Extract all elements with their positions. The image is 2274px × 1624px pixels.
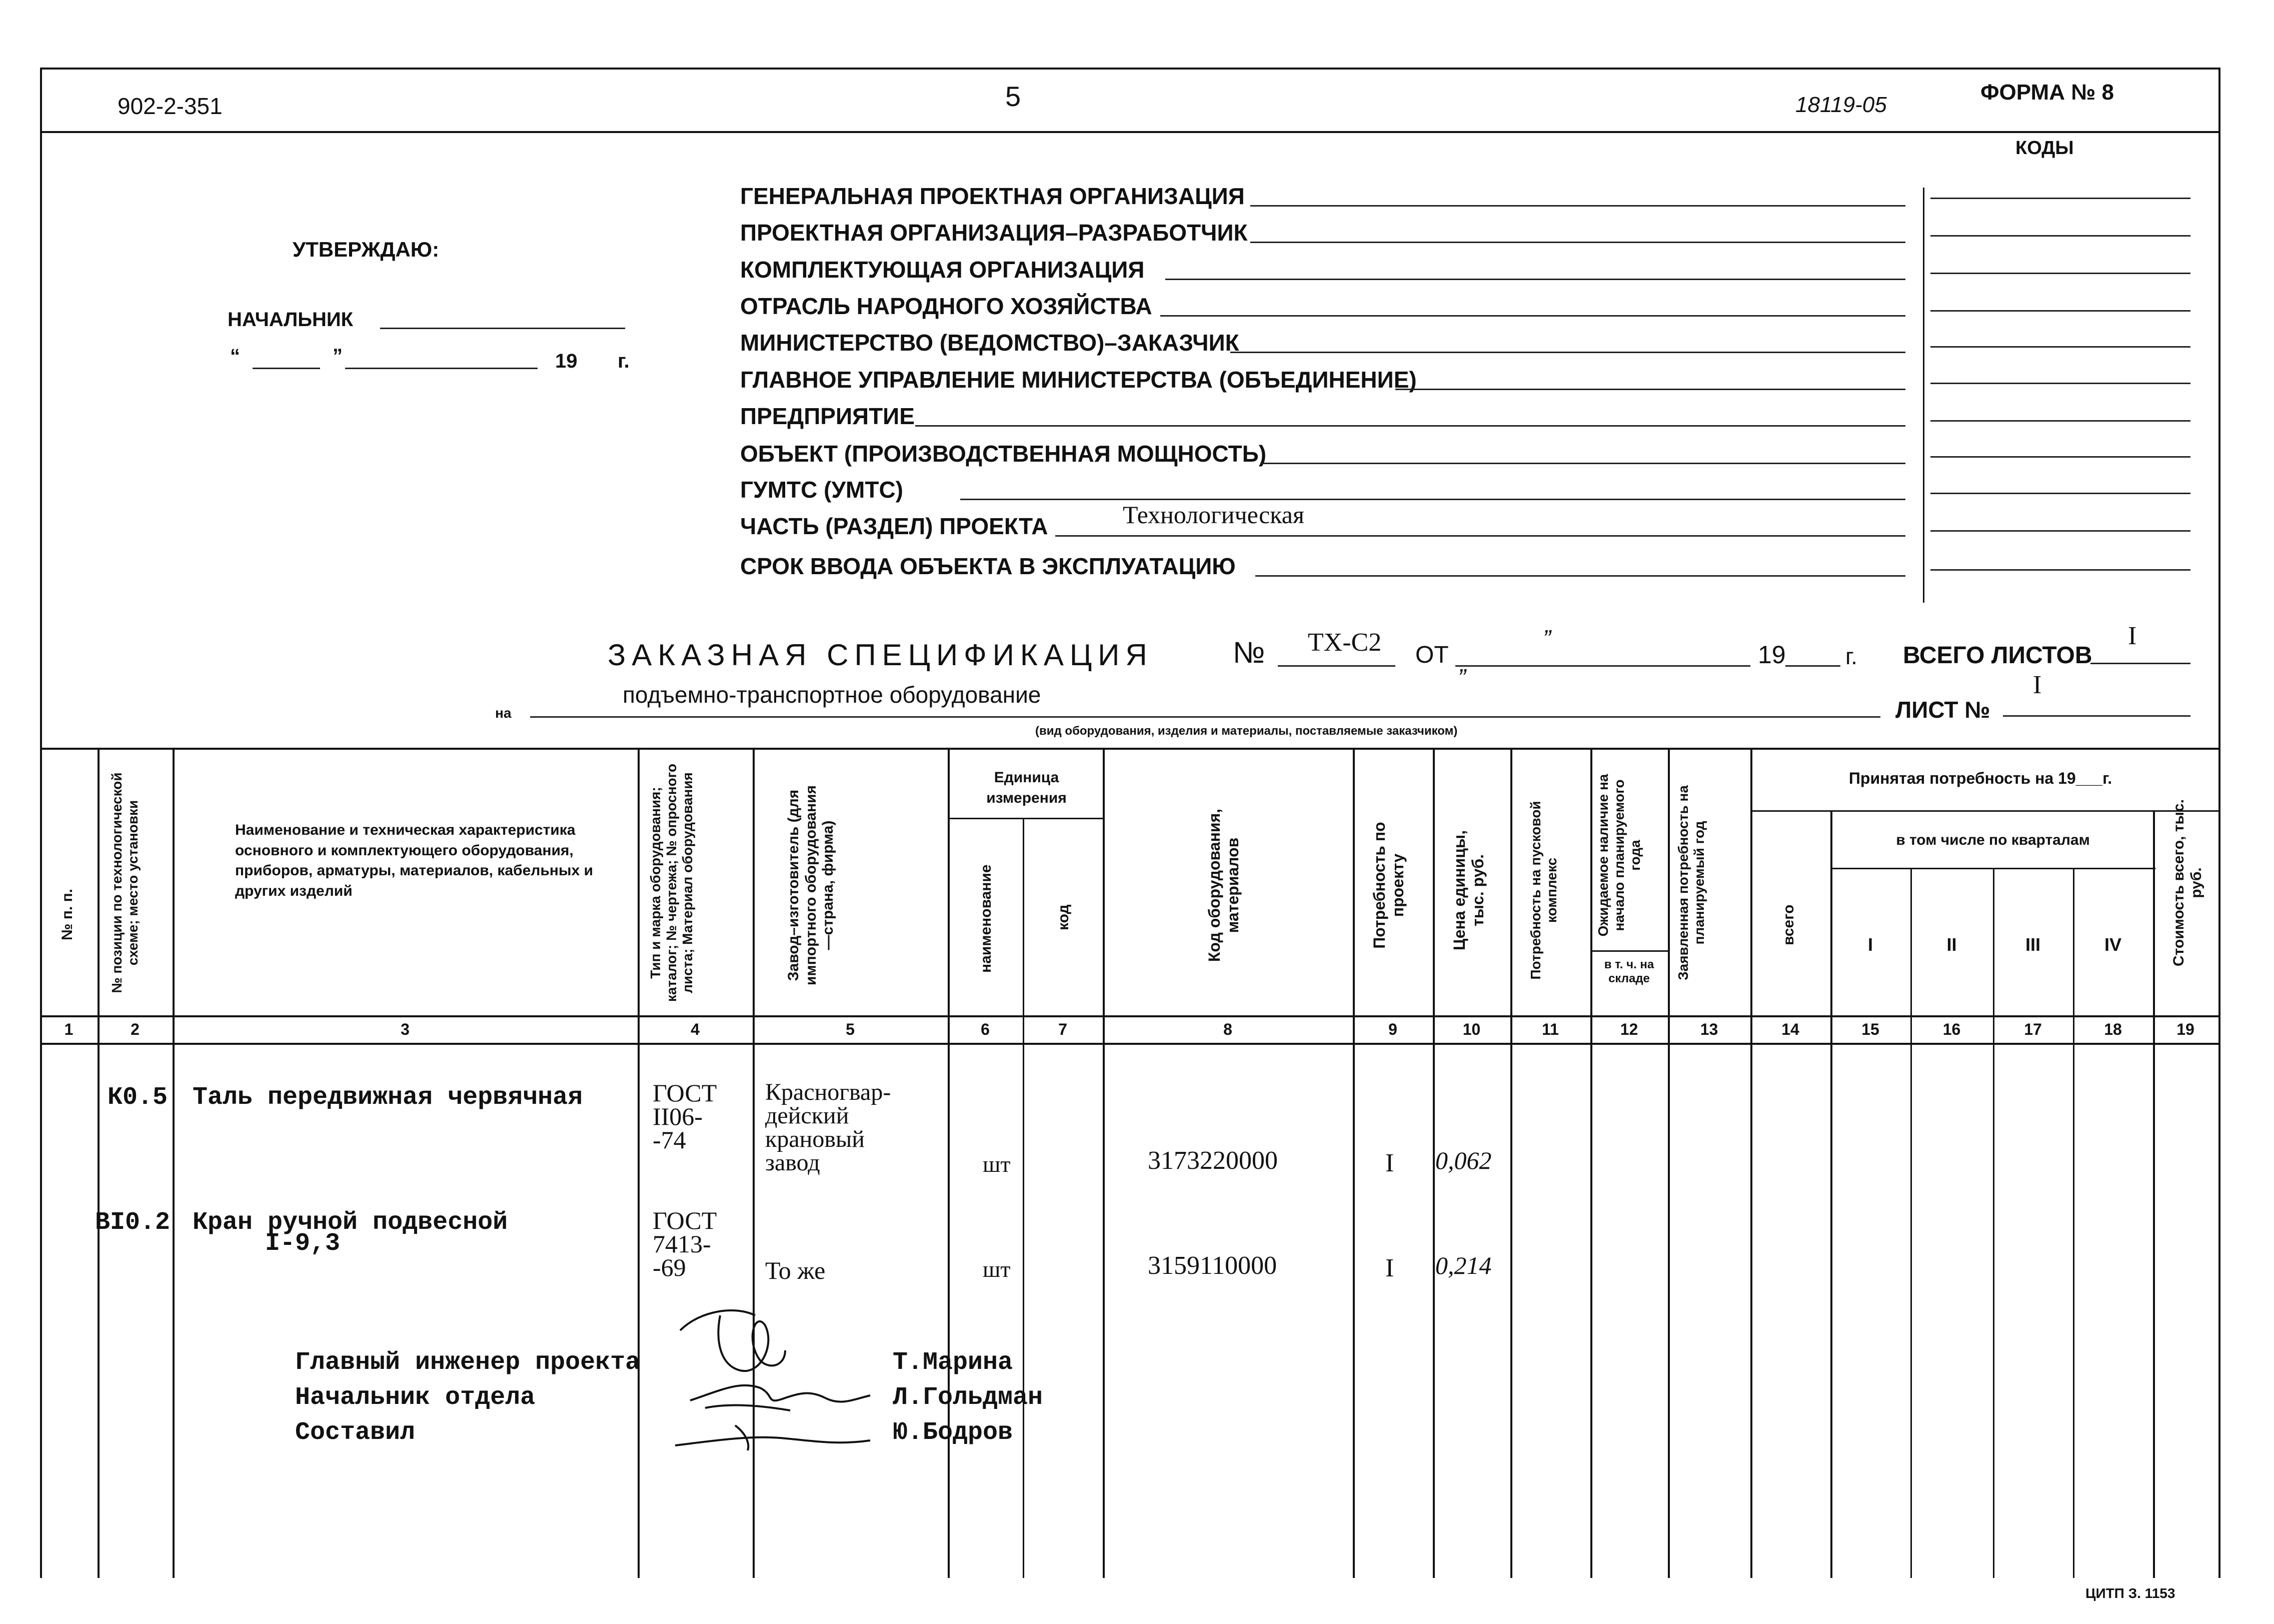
approve-label: УТВЕРЖДАЮ: xyxy=(293,238,440,261)
header-divider xyxy=(40,131,2220,133)
quote-open-icon: “ xyxy=(230,345,240,367)
org-field-part-line xyxy=(1055,535,1905,537)
stock-sub-line xyxy=(1590,950,1668,952)
row-name: Кран ручной подвесной xyxy=(193,1208,508,1237)
quarter-2-header: II xyxy=(1946,934,1957,955)
col-divider xyxy=(1750,748,1752,1578)
col-number: 13 xyxy=(1700,1020,1718,1038)
row-maker-line1: Красногвар- xyxy=(765,1079,891,1105)
chief-signature-line xyxy=(380,328,625,329)
col-divider xyxy=(638,748,640,1578)
row-maker-line3: крановый xyxy=(765,1126,865,1152)
org-field-part-code xyxy=(1930,530,2190,532)
org-field-general-code xyxy=(1930,198,2190,199)
col-header-9: Потребность по проекту xyxy=(1370,822,1407,949)
col-number: 9 xyxy=(1388,1020,1397,1038)
spec-subject-line xyxy=(530,716,1880,718)
row-name: Таль передвижная червячная xyxy=(193,1083,583,1112)
spec-subject: подъемно-транспортное оборудование xyxy=(623,682,1041,708)
col-number: 3 xyxy=(401,1020,410,1038)
unit-group-line xyxy=(948,818,1103,819)
org-field-industry-code xyxy=(1930,310,2190,312)
spec-subject-quote-icon: ” xyxy=(1458,665,1466,691)
col-divider xyxy=(1668,748,1670,1578)
accepted-group-line xyxy=(1750,810,2220,812)
row-price: 0,214 xyxy=(1435,1251,1492,1279)
total-sheets-value: I xyxy=(2128,622,2137,650)
org-field-part: ЧАСТЬ (РАЗДЕЛ) ПРОЕКТА xyxy=(740,513,1048,539)
col-header-5: Завод–изготовитель (для импортного оборудования —страна, фирма) xyxy=(785,785,836,986)
spec-from-label: ОТ xyxy=(1415,642,1449,668)
org-field-gumts: ГУМТС (УМТС) xyxy=(740,477,903,503)
signature-role: Главный инженер проекта xyxy=(295,1348,641,1377)
org-field-developer-code xyxy=(1930,235,2190,237)
col-divider xyxy=(173,748,175,1578)
org-field-object: ОБЪЕКТ (ПРОИЗВОДСТВЕННАЯ МОЩНОСТЬ) xyxy=(740,441,1267,467)
handwritten-signature-icon xyxy=(660,1295,890,1460)
quarter-3-header: III xyxy=(2025,934,2040,955)
org-field-general-line xyxy=(1250,205,1905,207)
row-name-line2: I-9,3 xyxy=(265,1229,341,1258)
row-type-line3: -69 xyxy=(653,1253,686,1281)
accepted-group-header: Принятая потребность на 19___г. xyxy=(1848,769,2112,787)
row-unit: шт xyxy=(983,1151,1011,1177)
spec-year: 19 xyxy=(1758,641,1786,669)
col-number: 4 xyxy=(691,1020,700,1038)
col-header-10: Цена единицы, тыс. руб. xyxy=(1450,830,1487,951)
col-header-3: Наименование и техническая характеристика основного и комплектующего оборудования, приборов, арматуры, материалов, кабельных и других изделий xyxy=(235,822,593,899)
col-header-12-sub: в т. ч. на складе xyxy=(1604,958,1654,985)
spec-number: ТХ-С2 xyxy=(1308,628,1382,657)
org-field-complete-line xyxy=(1165,279,1905,280)
row-maker-line1: То же xyxy=(765,1256,826,1284)
row-type-line3: -74 xyxy=(653,1126,686,1154)
spec-year-suffix: г. xyxy=(1845,643,1857,669)
row-type-line1: ГОСТ xyxy=(653,1079,717,1107)
org-field-ministry: МИНИСТЕРСТВО (ВЕДОМСТВО)–ЗАКАЗЧИК xyxy=(740,330,1239,356)
col-number: 10 xyxy=(1462,1020,1481,1038)
month-line xyxy=(345,368,538,369)
col-divider xyxy=(98,748,100,1578)
col-divider xyxy=(1910,868,1912,1578)
col-header-12: Ожидаемое наличие на начало планируемого года xyxy=(1595,774,1643,937)
org-field-enterprise-line xyxy=(915,425,1905,427)
col-divider xyxy=(1103,748,1105,1578)
org-field-part-value: Технологическая xyxy=(1123,501,1304,529)
org-field-enterprise: ПРЕДПРИЯТИЕ xyxy=(740,403,915,429)
quarters-group-header: в том числе по кварталам xyxy=(1896,832,2090,848)
col-number: 14 xyxy=(1781,1020,1799,1038)
signature-role: Начальник отдела xyxy=(295,1383,536,1412)
col-header-13: Заявленная потребность на планируемый год xyxy=(1675,785,1707,980)
signature-name: Ю.Бодров xyxy=(893,1418,1013,1447)
col-number: 1 xyxy=(64,1020,74,1038)
org-field-industry: ОТРАСЛЬ НАРОДНОГО ХОЗЯЙСТВА xyxy=(740,293,1152,319)
org-field-ministry-code xyxy=(1930,346,2190,348)
org-field-complete: КОМПЛЕКТУЮЩАЯ ОРГАНИЗАЦИЯ xyxy=(740,257,1145,283)
day-line xyxy=(253,368,320,369)
row-type-line2: 7413- xyxy=(653,1230,711,1258)
row-code: 3159110000 xyxy=(1148,1251,1277,1280)
col-divider xyxy=(1433,748,1435,1578)
right-border xyxy=(2218,68,2220,1578)
org-field-deadline-line xyxy=(1255,575,1905,577)
col-divider xyxy=(948,748,950,1578)
col-number: 15 xyxy=(1861,1020,1879,1038)
col-number: 16 xyxy=(1942,1020,1961,1038)
org-field-main-department: ГЛАВНОЕ УПРАВЛЕНИЕ МИНИСТЕРСТВА (ОБЪЕДИНЕНИЕ) xyxy=(740,367,1417,393)
row-type-line2: II06- xyxy=(653,1102,703,1130)
left-border xyxy=(40,68,42,1578)
approval-year-suffix: г. xyxy=(618,350,630,372)
col-header-19: Стоимость всего, тыс. руб. xyxy=(2170,799,2204,967)
sheet-value: I xyxy=(2033,671,2042,699)
col-number: 7 xyxy=(1058,1020,1067,1038)
col-divider xyxy=(2153,810,2155,1578)
col-number: 19 xyxy=(2176,1020,2194,1038)
row-code: 3173220000 xyxy=(1148,1146,1278,1175)
col-header-11: Потребность на пусковой комплекс xyxy=(1528,801,1560,980)
org-field-deadline: СРОК ВВОДА ОБЪЕКТА В ЭКСПЛУАТАЦИЮ xyxy=(740,553,1236,579)
col-header-1: № п. п. xyxy=(59,888,76,940)
total-sheets-line xyxy=(2090,663,2190,664)
approval-year: 19 xyxy=(555,350,578,372)
col-header-14: всего xyxy=(1780,904,1797,945)
org-field-enterprise-code xyxy=(1930,420,2190,422)
org-field-object-code xyxy=(1930,456,2190,458)
org-field-gumts-code xyxy=(1930,493,2190,494)
col-divider xyxy=(1590,748,1592,1578)
col-number: 8 xyxy=(1223,1020,1232,1038)
col-number: 2 xyxy=(131,1020,140,1038)
col-number: 17 xyxy=(2024,1020,2042,1038)
spec-subject-caption: (вид оборудования, изделия и материалы, поставляемые заказчиком) xyxy=(1035,724,1458,738)
col-number: 5 xyxy=(846,1020,855,1038)
form-label: ФОРМА № 8 xyxy=(1980,80,2114,105)
sheet-line xyxy=(2003,715,2190,717)
row-type-line1: ГОСТ xyxy=(653,1206,717,1234)
org-field-ministry-line xyxy=(1230,352,1905,353)
table-header-bottom xyxy=(40,1015,2220,1017)
col-header-8: Код оборудования, материалов xyxy=(1205,808,1242,962)
col-divider xyxy=(1023,818,1024,1578)
row-maker-line4: завод xyxy=(765,1149,820,1176)
col-header-7: код xyxy=(1055,904,1072,930)
org-field-general: ГЕНЕРАЛЬНАЯ ПРОЕКТНАЯ ОРГАНИЗАЦИЯ xyxy=(740,183,1245,209)
signature-name: Л.Гольдман xyxy=(893,1383,1043,1412)
spec-title: ЗАКАЗНАЯ СПЕЦИФИКАЦИЯ xyxy=(608,638,1153,672)
col-header-2: № позиции по технологической схеме; место установки xyxy=(109,772,141,993)
col-divider xyxy=(1353,748,1355,1578)
table-top-line xyxy=(40,748,2220,750)
org-field-deadline-code xyxy=(1930,569,2190,571)
col-number: 11 xyxy=(1542,1020,1559,1038)
col-divider xyxy=(2073,868,2074,1578)
row-unit: шт xyxy=(983,1256,1011,1282)
doc-code: 902-2-351 xyxy=(118,93,223,119)
inventory-number: 18119-05 xyxy=(1795,93,1887,117)
org-field-main-department-code xyxy=(1930,383,2190,384)
org-field-developer-line xyxy=(1250,242,1905,243)
org-field-gumts-line xyxy=(960,499,1905,500)
row-qty: I xyxy=(1385,1254,1394,1282)
spec-date-line xyxy=(1455,665,1750,667)
sheet-label: ЛИСТ № xyxy=(1895,697,1990,723)
top-border xyxy=(40,68,2220,70)
signature-role: Составил xyxy=(295,1418,416,1447)
col-number: 6 xyxy=(981,1020,990,1038)
col-divider xyxy=(1993,868,1994,1578)
spec-year-line xyxy=(1785,665,1840,667)
quarter-4-header: IV xyxy=(2104,934,2121,955)
org-field-developer: ПРОЕКТНАЯ ОРГАНИЗАЦИЯ–РАЗРАБОТЧИК xyxy=(740,220,1248,246)
col-header-4: Тип и марка оборудования; каталог; № чертежа; № опросного листа; Материал оборудования xyxy=(648,763,696,1002)
col-number: 12 xyxy=(1620,1020,1638,1038)
page-number: 5 xyxy=(1005,81,1021,112)
spec-number-line xyxy=(1278,665,1395,667)
spec-on-label: на xyxy=(495,705,512,721)
footer-stamp: ЦИТП З. 1153 xyxy=(2085,1585,2175,1601)
org-field-object-line xyxy=(1260,463,1905,464)
quote-close-icon: ” xyxy=(333,345,343,367)
row-maker-line2: дейский xyxy=(765,1102,849,1129)
row-position: К0.5 xyxy=(108,1083,168,1112)
col-header-6: наименование xyxy=(978,864,994,973)
unit-group-header: Единица измерения xyxy=(986,769,1067,806)
quarter-1-header: I xyxy=(1867,934,1873,955)
spec-number-label: № xyxy=(1233,636,1265,669)
col-divider xyxy=(1830,810,1832,1578)
chief-label: НАЧАЛЬНИК xyxy=(228,309,354,331)
col-divider xyxy=(1510,748,1512,1578)
row-price: 0,062 xyxy=(1435,1146,1492,1174)
row-qty: I xyxy=(1385,1149,1394,1177)
row-position: ВI0.2 xyxy=(95,1208,171,1237)
spec-date-quote-icon: ” xyxy=(1543,626,1551,652)
col-number: 18 xyxy=(2104,1020,2122,1038)
org-field-industry-line xyxy=(1160,315,1905,317)
org-field-main-department-line xyxy=(1395,389,1905,390)
signature-name: Т.Марина xyxy=(893,1348,1013,1377)
table-colnum-bottom xyxy=(40,1043,2220,1045)
codes-label: КОДЫ xyxy=(2015,138,2074,159)
total-sheets-label: ВСЕГО ЛИСТОВ xyxy=(1903,642,2092,669)
org-field-complete-code xyxy=(1930,273,2190,274)
codes-divider xyxy=(1923,188,1924,603)
